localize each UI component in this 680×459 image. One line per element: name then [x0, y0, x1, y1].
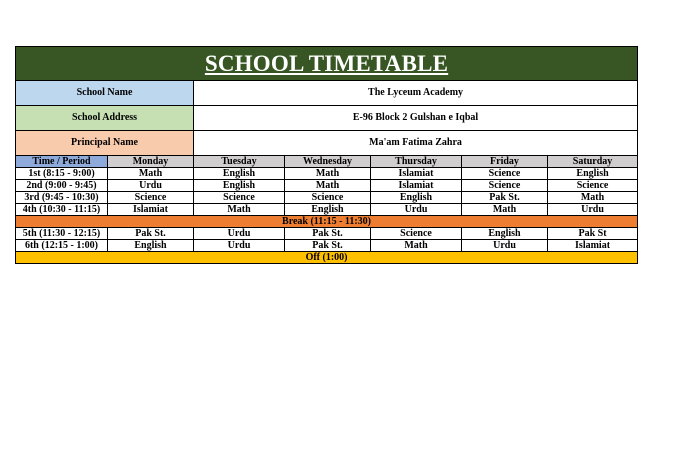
school-name-value: The Lyceum Academy	[194, 81, 638, 106]
subject-cell: Math	[108, 168, 194, 180]
subject-cell: English	[108, 240, 194, 252]
subject-cell: Science	[462, 168, 548, 180]
off-row	[16, 252, 638, 264]
subject-cell: English	[462, 228, 548, 240]
table-row	[16, 168, 638, 180]
subject-cell: Science	[371, 228, 462, 240]
subject-cell: Science	[548, 180, 638, 192]
header-wednesday: Wednesday	[285, 156, 371, 168]
header-time-period: Time / Period	[16, 156, 108, 168]
principal-name-label: Principal Name	[16, 131, 194, 156]
subject-cell: Math	[462, 204, 548, 216]
subject-cell: Math	[548, 192, 638, 204]
table-row	[16, 240, 638, 252]
timetable	[15, 46, 638, 264]
table-row	[16, 192, 638, 204]
school-name-label: School Name	[16, 81, 194, 106]
subject-cell: English	[194, 180, 285, 192]
break-row	[16, 216, 638, 228]
subject-cell: Science	[194, 192, 285, 204]
principal-name-value: Ma'am Fatima Zahra	[194, 131, 638, 156]
table-row	[16, 204, 638, 216]
subject-cell: Pak St.	[285, 240, 371, 252]
subject-cell: English	[548, 168, 638, 180]
subject-cell: Islamiat	[371, 180, 462, 192]
subject-cell: English	[285, 204, 371, 216]
header-monday: Monday	[108, 156, 194, 168]
subject-cell: Pak St.	[462, 192, 548, 204]
header-tuesday: Tuesday	[194, 156, 285, 168]
off-banner: Off (1:00)	[16, 252, 638, 264]
header-row	[16, 156, 638, 168]
header-friday: Friday	[462, 156, 548, 168]
subject-cell: Pak St.	[108, 228, 194, 240]
title-row	[16, 47, 638, 81]
subject-cell: Science	[462, 180, 548, 192]
period-cell: 4th (10:30 - 11:15)	[16, 204, 108, 216]
period-cell: 5th (11:30 - 12:15)	[16, 228, 108, 240]
subject-cell: Math	[371, 240, 462, 252]
timetable-title: SCHOOL TIMETABLE	[16, 47, 638, 81]
school-address-label: School Address	[16, 106, 194, 131]
school-address-value: E-96 Block 2 Gulshan e Iqbal	[194, 106, 638, 131]
subject-cell: Urdu	[548, 204, 638, 216]
subject-cell: Science	[285, 192, 371, 204]
period-cell: 3rd (9:45 - 10:30)	[16, 192, 108, 204]
subject-cell: Islamiat	[371, 168, 462, 180]
subject-cell: Urdu	[194, 228, 285, 240]
subject-cell: Urdu	[371, 204, 462, 216]
break-banner: Break (11:15 - 11:30)	[16, 216, 638, 228]
table-row	[16, 180, 638, 192]
table-row	[16, 228, 638, 240]
info-row-principal	[16, 131, 638, 156]
subject-cell: Urdu	[462, 240, 548, 252]
subject-cell: Math	[194, 204, 285, 216]
period-cell: 2nd (9:00 - 9:45)	[16, 180, 108, 192]
subject-cell: English	[194, 168, 285, 180]
subject-cell: Pak St.	[285, 228, 371, 240]
subject-cell: Math	[285, 180, 371, 192]
subject-cell: Urdu	[194, 240, 285, 252]
period-cell: 6th (12:15 - 1:00)	[16, 240, 108, 252]
info-row-school-name	[16, 81, 638, 106]
subject-cell: Urdu	[108, 180, 194, 192]
subject-cell: Math	[285, 168, 371, 180]
info-row-school-address	[16, 106, 638, 131]
header-saturday: Saturday	[548, 156, 638, 168]
subject-cell: English	[371, 192, 462, 204]
subject-cell: Islamiat	[548, 240, 638, 252]
subject-cell: Science	[108, 192, 194, 204]
header-thursday: Thursday	[371, 156, 462, 168]
subject-cell: Islamiat	[108, 204, 194, 216]
subject-cell: Pak St	[548, 228, 638, 240]
period-cell: 1st (8:15 - 9:00)	[16, 168, 108, 180]
